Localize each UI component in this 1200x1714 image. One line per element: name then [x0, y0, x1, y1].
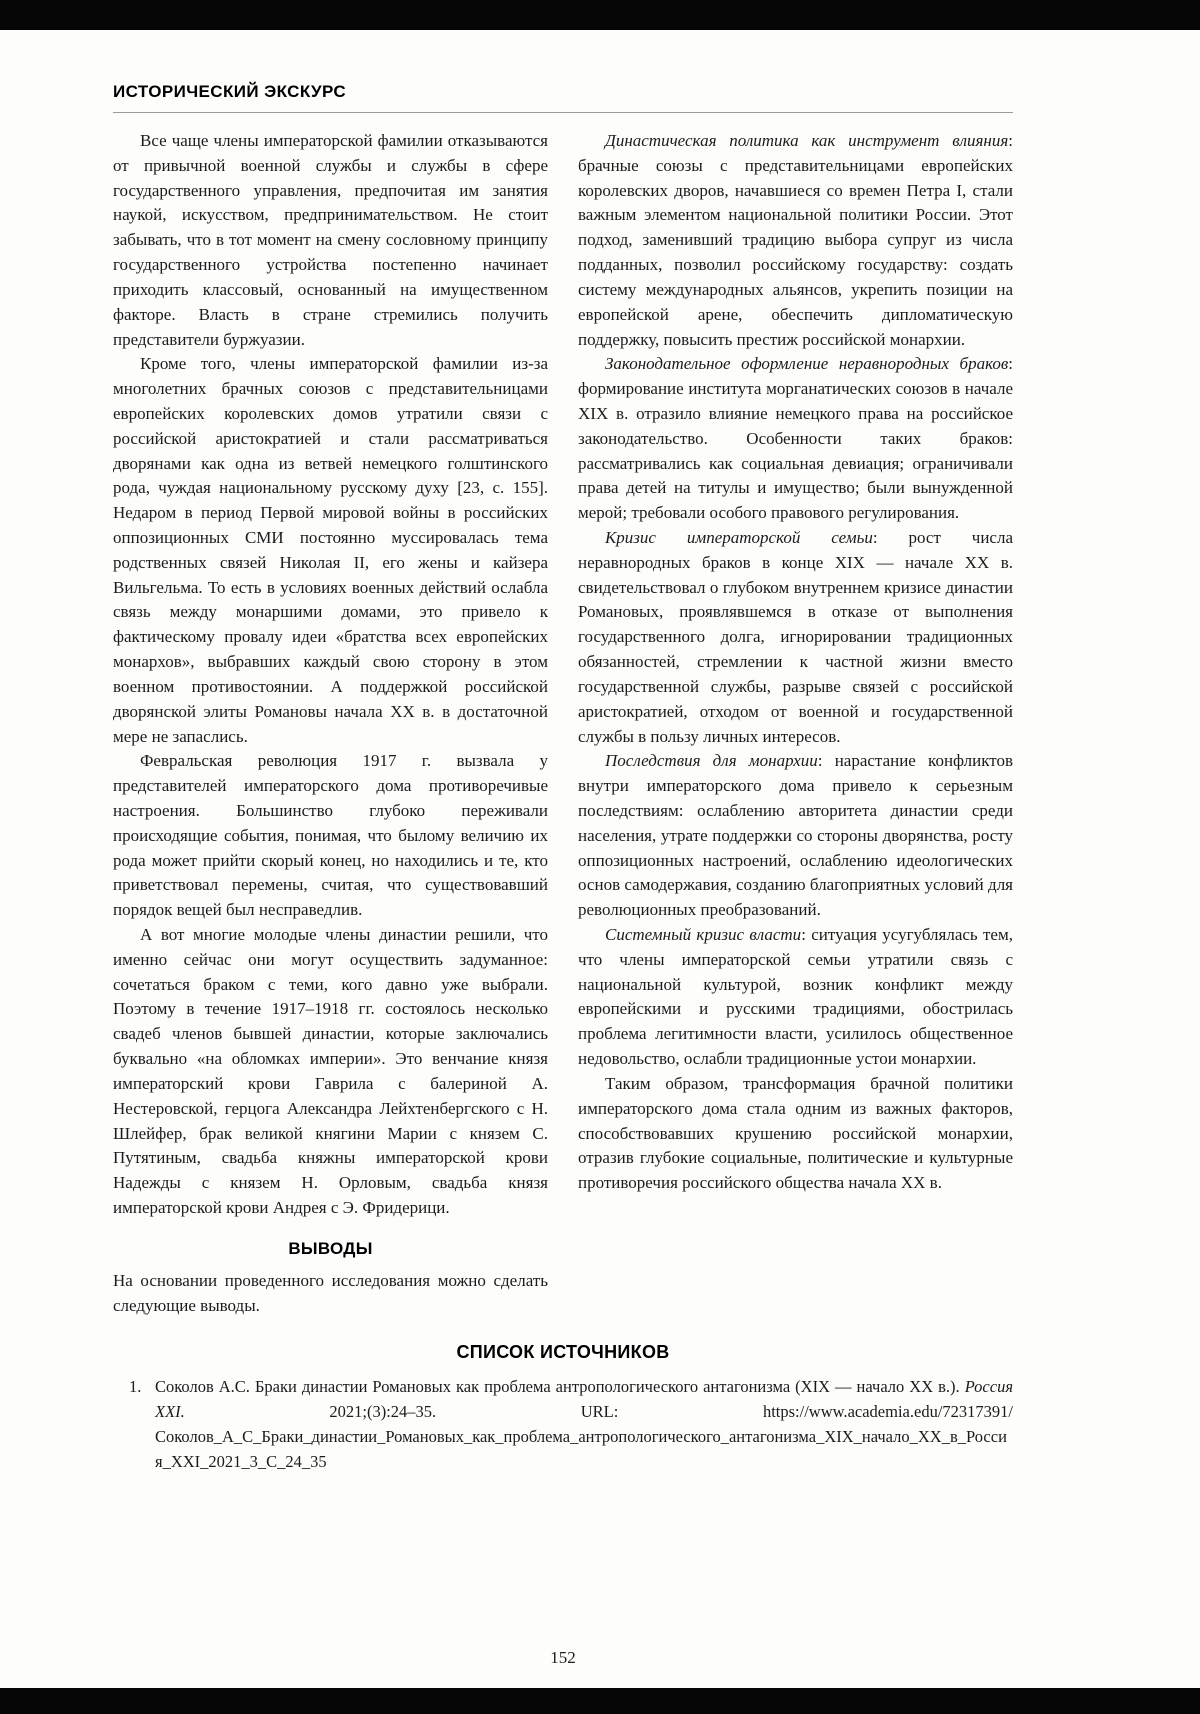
conclusions-text: На основании проведенного исследования можно сделать следующие выводы. — [113, 1270, 548, 1315]
paragraph: Все чаще члены императорской фамилии отказываются от привычной военной службы и службы в сфере государственного управления, предпочитая им занятия наукой, искусством, предпринимательством. Не стоит забывать, что в тот момент на смену сословному принципу государственного устройства постепенно начинает приходить классовый, основанный на имущественном факторе. Власть в стране стремились получить представители буржуазии. — [113, 131, 548, 349]
left-column — [113, 129, 548, 1318]
paragraph: А вот многие молодые члены династии решили, что именно сейчас они могут осуществить задуманное: сочетаться браком с теми, кого давно уже выбрали. Поэтому в течение 1917–1918 гг. состоялось несколько свадеб членов бывшей династии, которые заключались буквально «на обломках империи». Это венчание князя императорский крови Гаврила с балериной А. Нестеровской, герцога Александра Лейхтенбергского с Н. Шлейфер, брак великой княгини Марии с князем С. Путятиным, свадьба княжны императорской крови Надежды с князем Н. Орловым, свадьба князя императорской крови Андрея с Э. Фридерици. — [113, 925, 548, 1217]
paragraph — [578, 129, 1013, 352]
paragraph-lead: Династическая политика как инструмент влияния — [605, 131, 1009, 150]
reference-text-end: 2021;(3):24–35. URL: https://www.academia.edu/72317391/Соколов_А_С_Браки_династии_Романовых_как_проблема_антропологического_антагонизма_XIX_начало_XX_в_Россия_XXI_2021_3_С_24_35 — [155, 1402, 1013, 1471]
paragraph — [578, 352, 1013, 526]
right-column — [578, 129, 1013, 1318]
header-rule — [113, 112, 1013, 113]
scan-edge-bottom — [0, 1688, 1200, 1714]
page-content — [113, 30, 1013, 1474]
paragraph-text: : нарастание конфликтов внутри императорского дома привело к серьезным последствиям: ослаблению авторитета династии среди населения, утрате поддержки со стороны дворянства, росту оппозиционных настроений, ослаблению идеологических основ самодержавия, созданию благоприятных условий для революционных преобразований. — [578, 751, 1013, 920]
paragraph-text: : рост числа неравнородных браков в конце XIX — начале XX в. свидетельствовал о глубоком внутреннем кризисе династии Романовых, проявлявшемся в отказе от выполнения государственного долга, игнорировании традиционных обязанностей, стремлении к частной жизни вместо государственной службы, разрыве связей с российской аристократией, отходом от военной и государственной службы в пользу личных интересов. — [578, 528, 1013, 746]
paragraph-text: : формирование института морганатических союзов в начале XIX в. отразило влияние немецкого права на российское законодательство. Особенности таких браков: рассматривались как социальная девиация; ограничивали права детей на титулы и имущество; были вынужденной мерой; требовали особого правового регулирования. — [578, 354, 1013, 523]
paragraph: Февральская революция 1917 г. вызвала у представителей императорского дома противоречивые настроения. Большинство глубоко переживали происходящие события, понимая, что былому величию их рода может прийти скорый конец, но находились и те, кто приветствовал перемены, считая, что существовавший порядок вещей был несправедлив. — [113, 751, 548, 920]
conclusions-heading: ВЫВОДЫ — [288, 1238, 373, 1258]
reference-journal-title: Россия XXI. — [155, 1377, 1013, 1422]
paragraph — [578, 923, 1013, 1072]
paragraph — [578, 749, 1013, 923]
page-number: 152 — [550, 1648, 576, 1667]
paragraph-lead: Последствия для монархии — [605, 751, 818, 771]
paragraph — [578, 526, 1013, 749]
reference-text-start: Соколов А.С. Браки династии Романовых как проблема антропологического антагонизма (XIX — начало XX в.). — [155, 1377, 965, 1397]
references-heading: СПИСОК ИСТОЧНИКОВ — [456, 1342, 670, 1363]
paragraph: Кроме того, члены императорской фамилии из-за многолетних брачных союзов с представительницами европейских королевских домов утратили связи с российской аристократией и стали рассматриваться дворянами как одна из ветвей немецкого голштинского рода, чуждая национальному русскому духу [23, с. 155]. Недаром в период Первой мировой войны в российских оппозиционных СМИ постоянно муссировалась тема родственных связей Николая II, его жены и кайзера Вильгельма. То есть в условиях военных действий ослабла связь между монаршими домами, это привело к фактическому провалу идеи «братства всех европейских монархов», выбравших каждый свою сторону в этом военном противостоянии. А поддержкой российской дворянской элиты Романовы начала XX в. в достаточной мере не запаслись. — [113, 354, 548, 746]
paragraph-text: : брачные союзы с представительницами европейских королевских дворов, начавшиеся со времен Петра I, стали важным элементом национальной политики России. Этот подход, заменивший традицию выбора супруг из числа подданных, позволил российскому государству: создать систему международных альянсов, укрепить позиции на европейской арене, обеспечить дипломатическую поддержку, повысить престиж российской монархии. — [578, 131, 1013, 349]
paragraph-lead: Кризис императорской семьи — [605, 528, 873, 547]
two-column-text — [113, 129, 1013, 1318]
reference-item — [113, 1375, 1013, 1474]
paragraph-text: Таким образом, трансформация брачной политики императорского дома стала одним из важных факторов, способствовавших крушению российской монархии, отразив глубокие социальные, политические и культурные противоречия российского общества начала XX в. — [578, 1073, 1013, 1193]
paragraph-text: : ситуация усугублялась тем, что члены императорской семьи утратили связь с национальной культурой, возник конфликт между европейскими и русскими традициями, обострилась проблема легитимности власти, усилилось общественное недовольство, ослабли традиционные устои монархии. — [578, 925, 1013, 1069]
paragraph-lead: Законодательное оформление неравнородных браков — [605, 354, 1009, 374]
scan-edge-top — [0, 0, 1200, 30]
paragraph — [578, 1072, 1013, 1196]
running-head: ИСТОРИЧЕСКИЙ ЭКСКУРС — [113, 82, 347, 101]
paragraph-lead: Системный кризис власти — [605, 925, 802, 944]
reference-number: 1. — [129, 1377, 142, 1397]
